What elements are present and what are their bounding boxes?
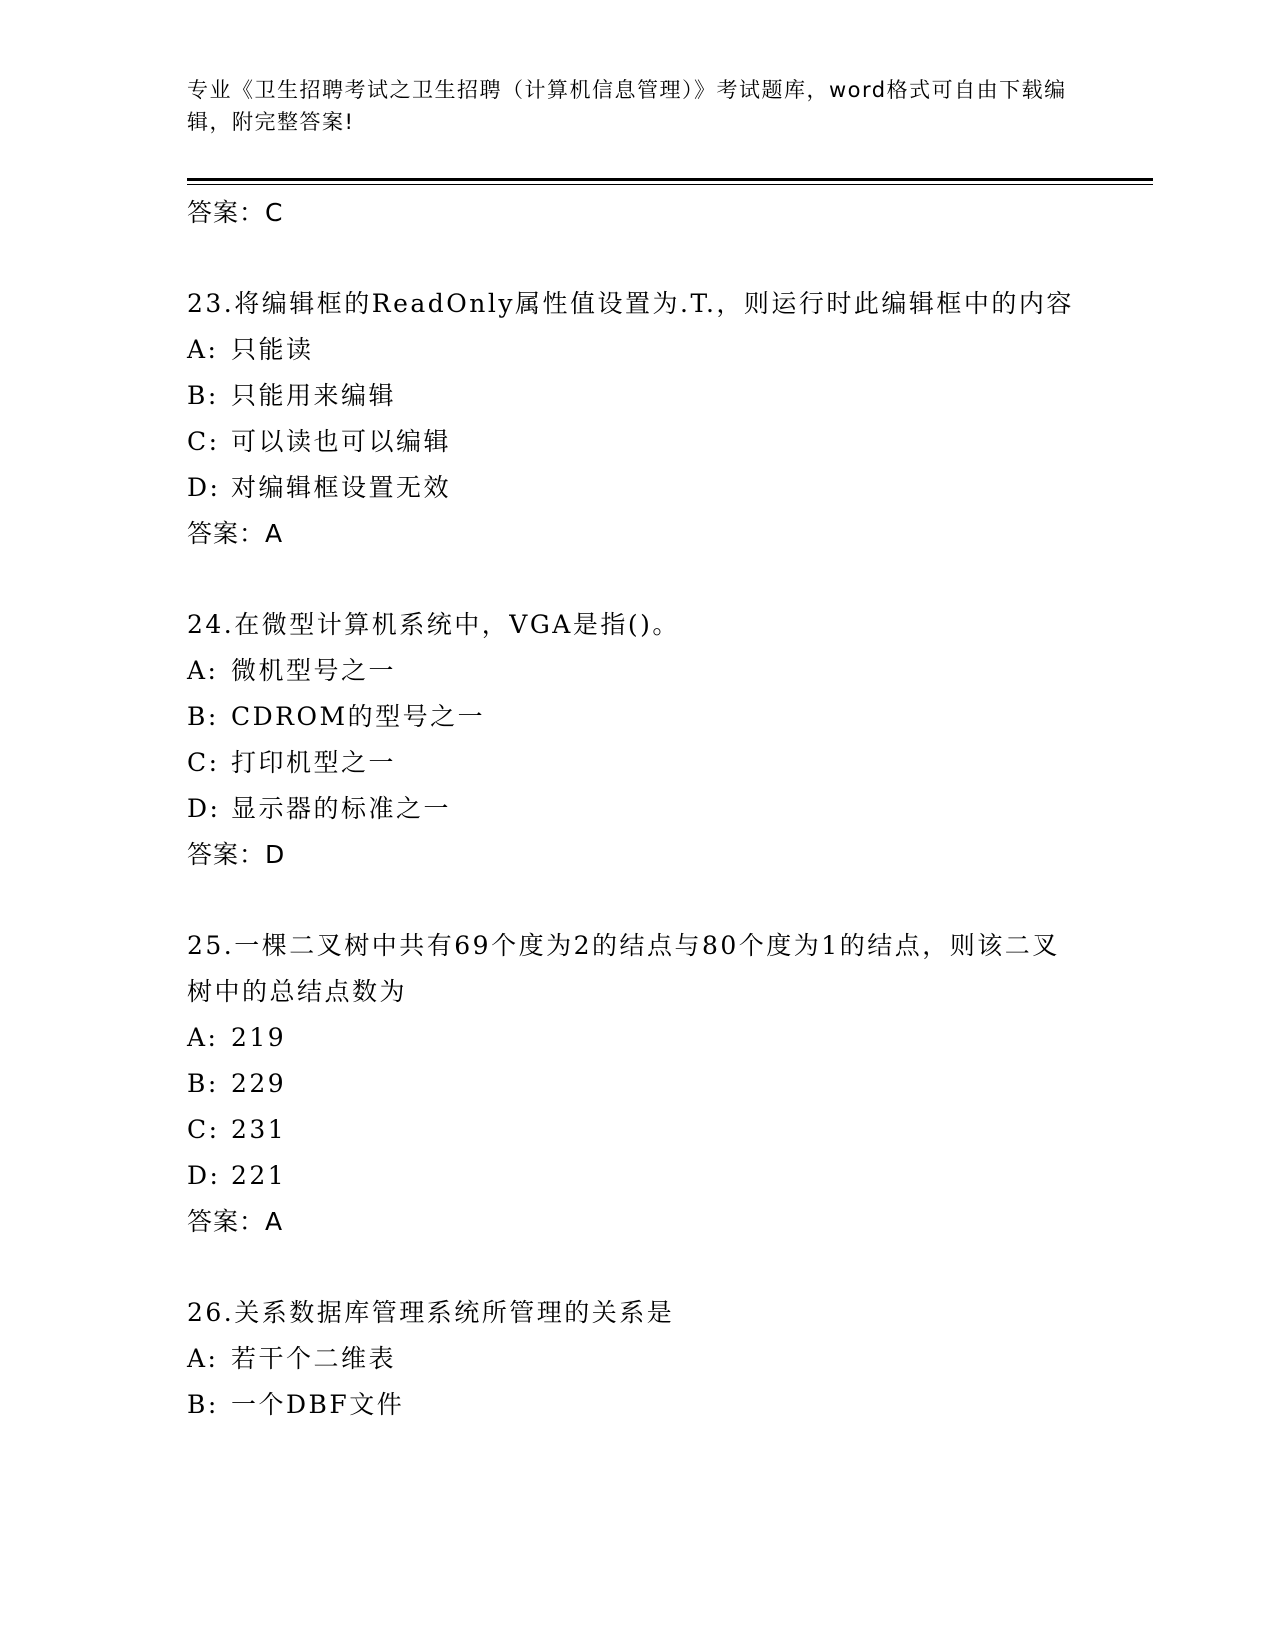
option-letter: B: (187, 1390, 219, 1419)
question-block (187, 602, 1087, 878)
option-letter: B: (187, 381, 219, 410)
header-divider-thin (187, 184, 1153, 185)
option-letter: A: (187, 1344, 219, 1373)
option-text: 只能用来编辑 (231, 381, 397, 410)
option-text: 一个DBF文件 (231, 1390, 405, 1419)
option-text: 229 (231, 1069, 287, 1098)
option-letter: B: (187, 702, 219, 731)
answer-line: 答案：A (187, 519, 284, 548)
document-header: 专业《卫生招聘考试之卫生招聘（计算机信息管理）》考试题库，word格式可自由下载编辑，附完整答案! (187, 78, 1067, 134)
option-letter: C: (187, 427, 220, 456)
option-text: 若干个二维表 (231, 1344, 397, 1373)
option-text: 打印机型之一 (231, 748, 397, 777)
option-letter: C: (187, 748, 220, 777)
option-c (187, 1107, 1087, 1153)
option-letter: A: (187, 656, 219, 685)
option-a (187, 1336, 1087, 1382)
option-letter: B: (187, 1069, 219, 1098)
option-letter: D: (187, 1161, 221, 1190)
question-block (187, 923, 1087, 1245)
option-text: CDROM的型号之一 (231, 702, 486, 731)
option-letter: A: (187, 335, 219, 364)
option-b (187, 694, 1087, 740)
option-c (187, 419, 1087, 465)
option-text: 219 (231, 1023, 287, 1052)
option-letter: C: (187, 1115, 220, 1144)
option-d (187, 465, 1087, 511)
option-d (187, 786, 1087, 832)
option-b (187, 373, 1087, 419)
option-a (187, 327, 1087, 373)
answer-line: 答案：C (187, 198, 284, 227)
option-d (187, 1153, 1087, 1199)
option-text: 221 (231, 1161, 287, 1190)
answer-line: 答案：A (187, 1207, 284, 1236)
option-text: 显示器的标准之一 (231, 794, 452, 823)
option-text: 对编辑框设置无效 (231, 473, 452, 502)
option-text: 可以读也可以编辑 (231, 427, 452, 456)
option-b (187, 1382, 1087, 1428)
question-list (187, 190, 1087, 1428)
answer-line: 答案：D (187, 840, 286, 869)
question-stem: 24.在微型计算机系统中，VGA是指()。 (187, 610, 680, 639)
question-block (187, 1290, 1087, 1428)
option-text: 只能读 (231, 335, 314, 364)
question-stem: 25.一棵二叉树中共有69个度为2的结点与80个度为1的结点，则该二叉树中的总结点数为 (187, 931, 1060, 1006)
option-letter: A: (187, 1023, 219, 1052)
question-stem: 23.将编辑框的ReadOnly属性值设置为.T.，则运行时此编辑框中的内容 (187, 289, 1074, 318)
question-stem: 26.关系数据库管理系统所管理的关系是 (187, 1298, 675, 1327)
option-b (187, 1061, 1087, 1107)
question-block (187, 281, 1087, 557)
option-letter: D: (187, 794, 221, 823)
option-text: 微机型号之一 (231, 656, 397, 685)
option-letter: D: (187, 473, 221, 502)
option-a (187, 1015, 1087, 1061)
option-text: 231 (231, 1115, 287, 1144)
option-a (187, 648, 1087, 694)
option-c (187, 740, 1087, 786)
header-divider-thick (187, 178, 1153, 181)
